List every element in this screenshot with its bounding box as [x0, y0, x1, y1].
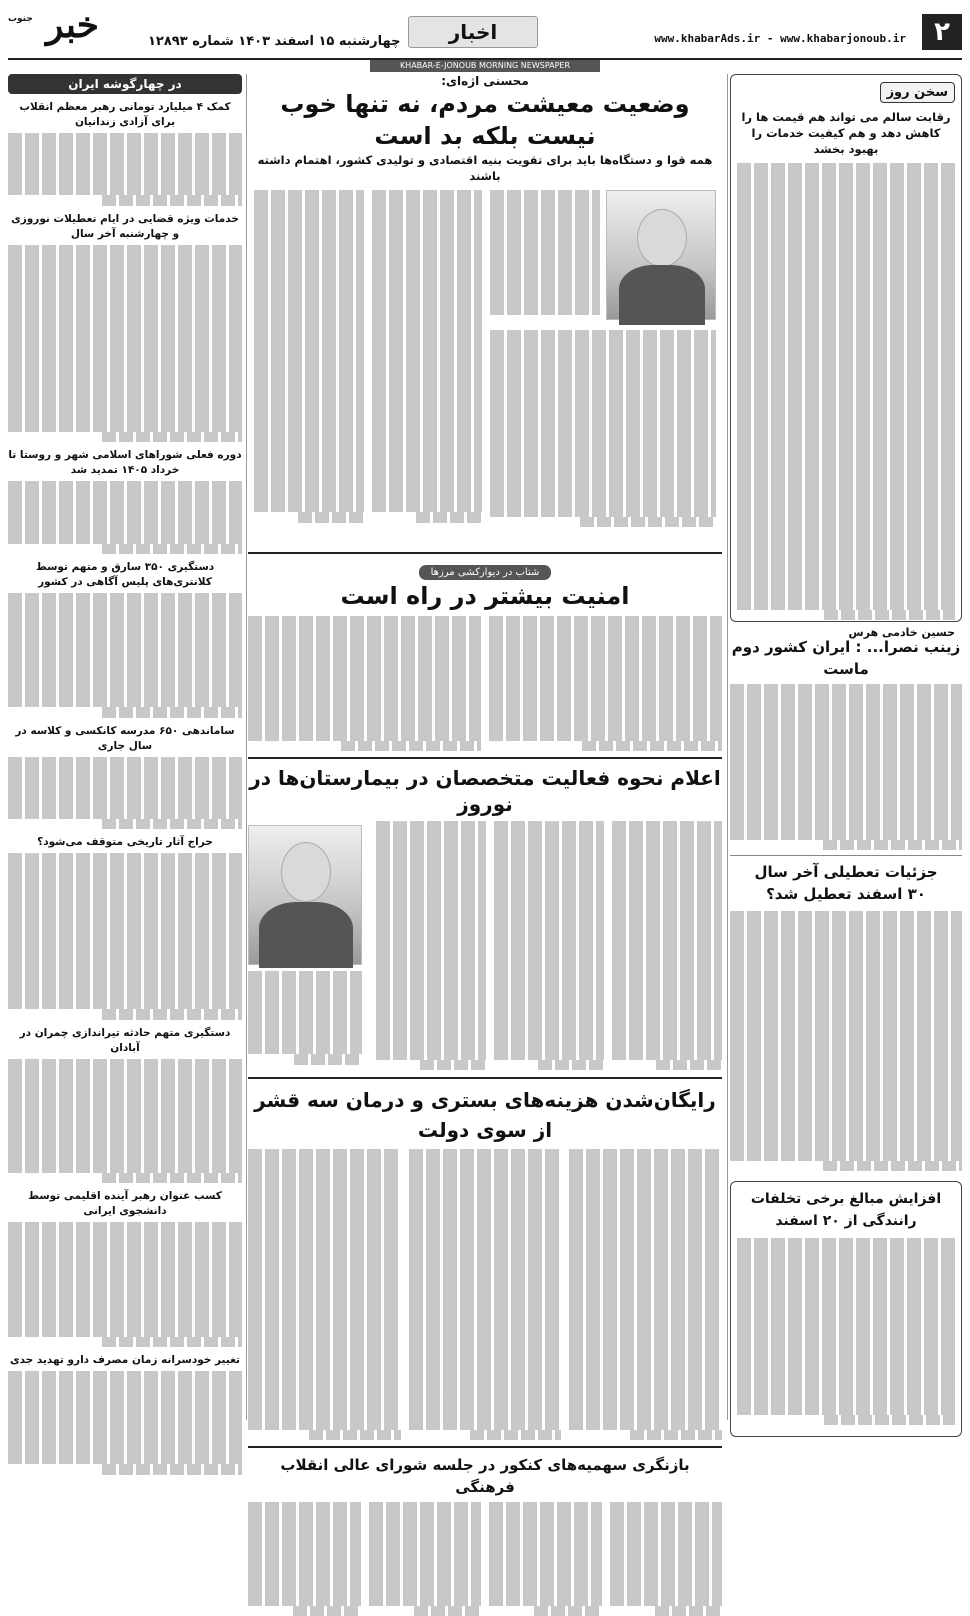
left-item-title: دستگیری ۳۵۰ سارق و متهم توسط کلانتری‌های پلیس آگاهی در کشور: [35, 560, 215, 588]
page-number: ۲: [922, 14, 962, 50]
zeinab-text: [730, 684, 962, 850]
konkur-title: بازنگری سهمیه‌های کنکور در جلسه شورای عالی انقلاب فرهنگی: [280, 1456, 690, 1497]
fines-title: افزایش مبالغ برخی تخلفات رانندگی از ۲۰ اسفند: [750, 1191, 942, 1230]
sokhan-rooz-author: حسین خادمی هرس: [848, 626, 955, 640]
section-title: اخبار: [408, 16, 538, 48]
main-subtitle: همه قوا و دستگاه‌ها باید برای تقویت بنیه اقتصادی و تولیدی کشور، اهتمام داشته باشند: [257, 153, 713, 183]
left-item-title: حراج آثار تاریخی متوقف می‌شود؟: [37, 836, 213, 849]
free-care-article: [248, 1149, 722, 1440]
sokhan-rooz-kicker: سخن روز: [880, 82, 955, 103]
right-column: [730, 74, 962, 1437]
logo-sub: جنوب: [8, 14, 33, 24]
security-title: امنیت بیشتر در راه است: [340, 582, 630, 610]
main-title: وضعیت معیشت مردم، نه تنها خوب نیست بلکه بد است: [280, 90, 690, 150]
page-header: [8, 4, 962, 60]
left-item-title: خدمات ویژه قضایی در ایام تعطیلات نوروزی و چهارشنبه آخر سال: [11, 212, 239, 240]
left-item-title: کمک ۴ میلیارد تومانی رهبر معظم انقلاب برای آزادی زندانیان: [19, 101, 231, 128]
main-kicker: محسنی اژه‌ای:: [441, 74, 529, 88]
security-article: [248, 616, 722, 751]
sokhan-rooz-title: رقابت سالم می تواند هم قیمت ها را کاهش دهد و هم کیفیت خدمات را بهبود بخشد: [741, 110, 951, 156]
holiday-title: جزئیات تعطیلی آخر سال ۳۰ اسفند تعطیل شد؟: [754, 863, 938, 904]
left-item-title: دستگیری متهم حادثه تیراندازی چمران در آبادان: [19, 1026, 231, 1054]
hospital-title: اعلام نحوه فعالیت متخصصان در بیمارستان‌ها در نوروز: [249, 766, 721, 817]
logo-text: خبر: [46, 4, 99, 46]
left-item-title: کسب عنوان رهبر آینده اقلیمی توسط دانشجوی ایرانی: [28, 1190, 222, 1218]
hospital-article: [248, 821, 722, 1071]
main-article: [248, 190, 722, 546]
holiday-text: [730, 911, 962, 1171]
issue-date: چهارشنبه ۱۵ اسفند ۱۴۰۳ شماره ۱۲۸۹۳: [148, 34, 401, 49]
column-rule: [246, 74, 247, 1420]
left-column: [8, 74, 242, 1475]
sokhan-rooz-box: [730, 74, 962, 640]
left-item-title: ساماندهی ۶۵۰ مدرسه کانکسی و کلاسه در سال جاری: [15, 724, 235, 752]
sokhan-rooz-text: [737, 163, 955, 620]
fines-text: [737, 1238, 955, 1425]
main-photo: [606, 190, 716, 320]
fines-box: [730, 1181, 962, 1437]
left-column-header: در چهارگوشه ایران: [8, 74, 242, 94]
middle-column: [248, 74, 722, 1616]
konkur-article: [248, 1502, 722, 1616]
zeinab-title: زینب نصرا... : ایران کشور دوم ماست: [731, 638, 961, 678]
free-care-title: رایگان‌شدن هزینه‌های بستری و درمان سه قشر از سوی دولت: [254, 1088, 716, 1143]
hospital-photo: [248, 825, 362, 965]
english-banner: KHABAR-E-JONOUB MORNING NEWSPAPER: [370, 60, 600, 72]
site-urls[interactable]: www.khabarAds.ir - www.khabarjonoub.ir: [654, 32, 906, 45]
newspaper-logo: [8, 4, 128, 54]
left-item-title: دوره فعلی شوراهای اسلامی شهر و روستا تا خرداد ۱۴۰۵ تمدید شد: [8, 449, 242, 477]
left-item-title: تغییر خودسرانه زمان مصرف دارو تهدید جدی: [9, 1353, 240, 1366]
security-strip: شتاب در دیوارکشی مرزها: [419, 565, 552, 580]
column-rule: [727, 74, 728, 1420]
